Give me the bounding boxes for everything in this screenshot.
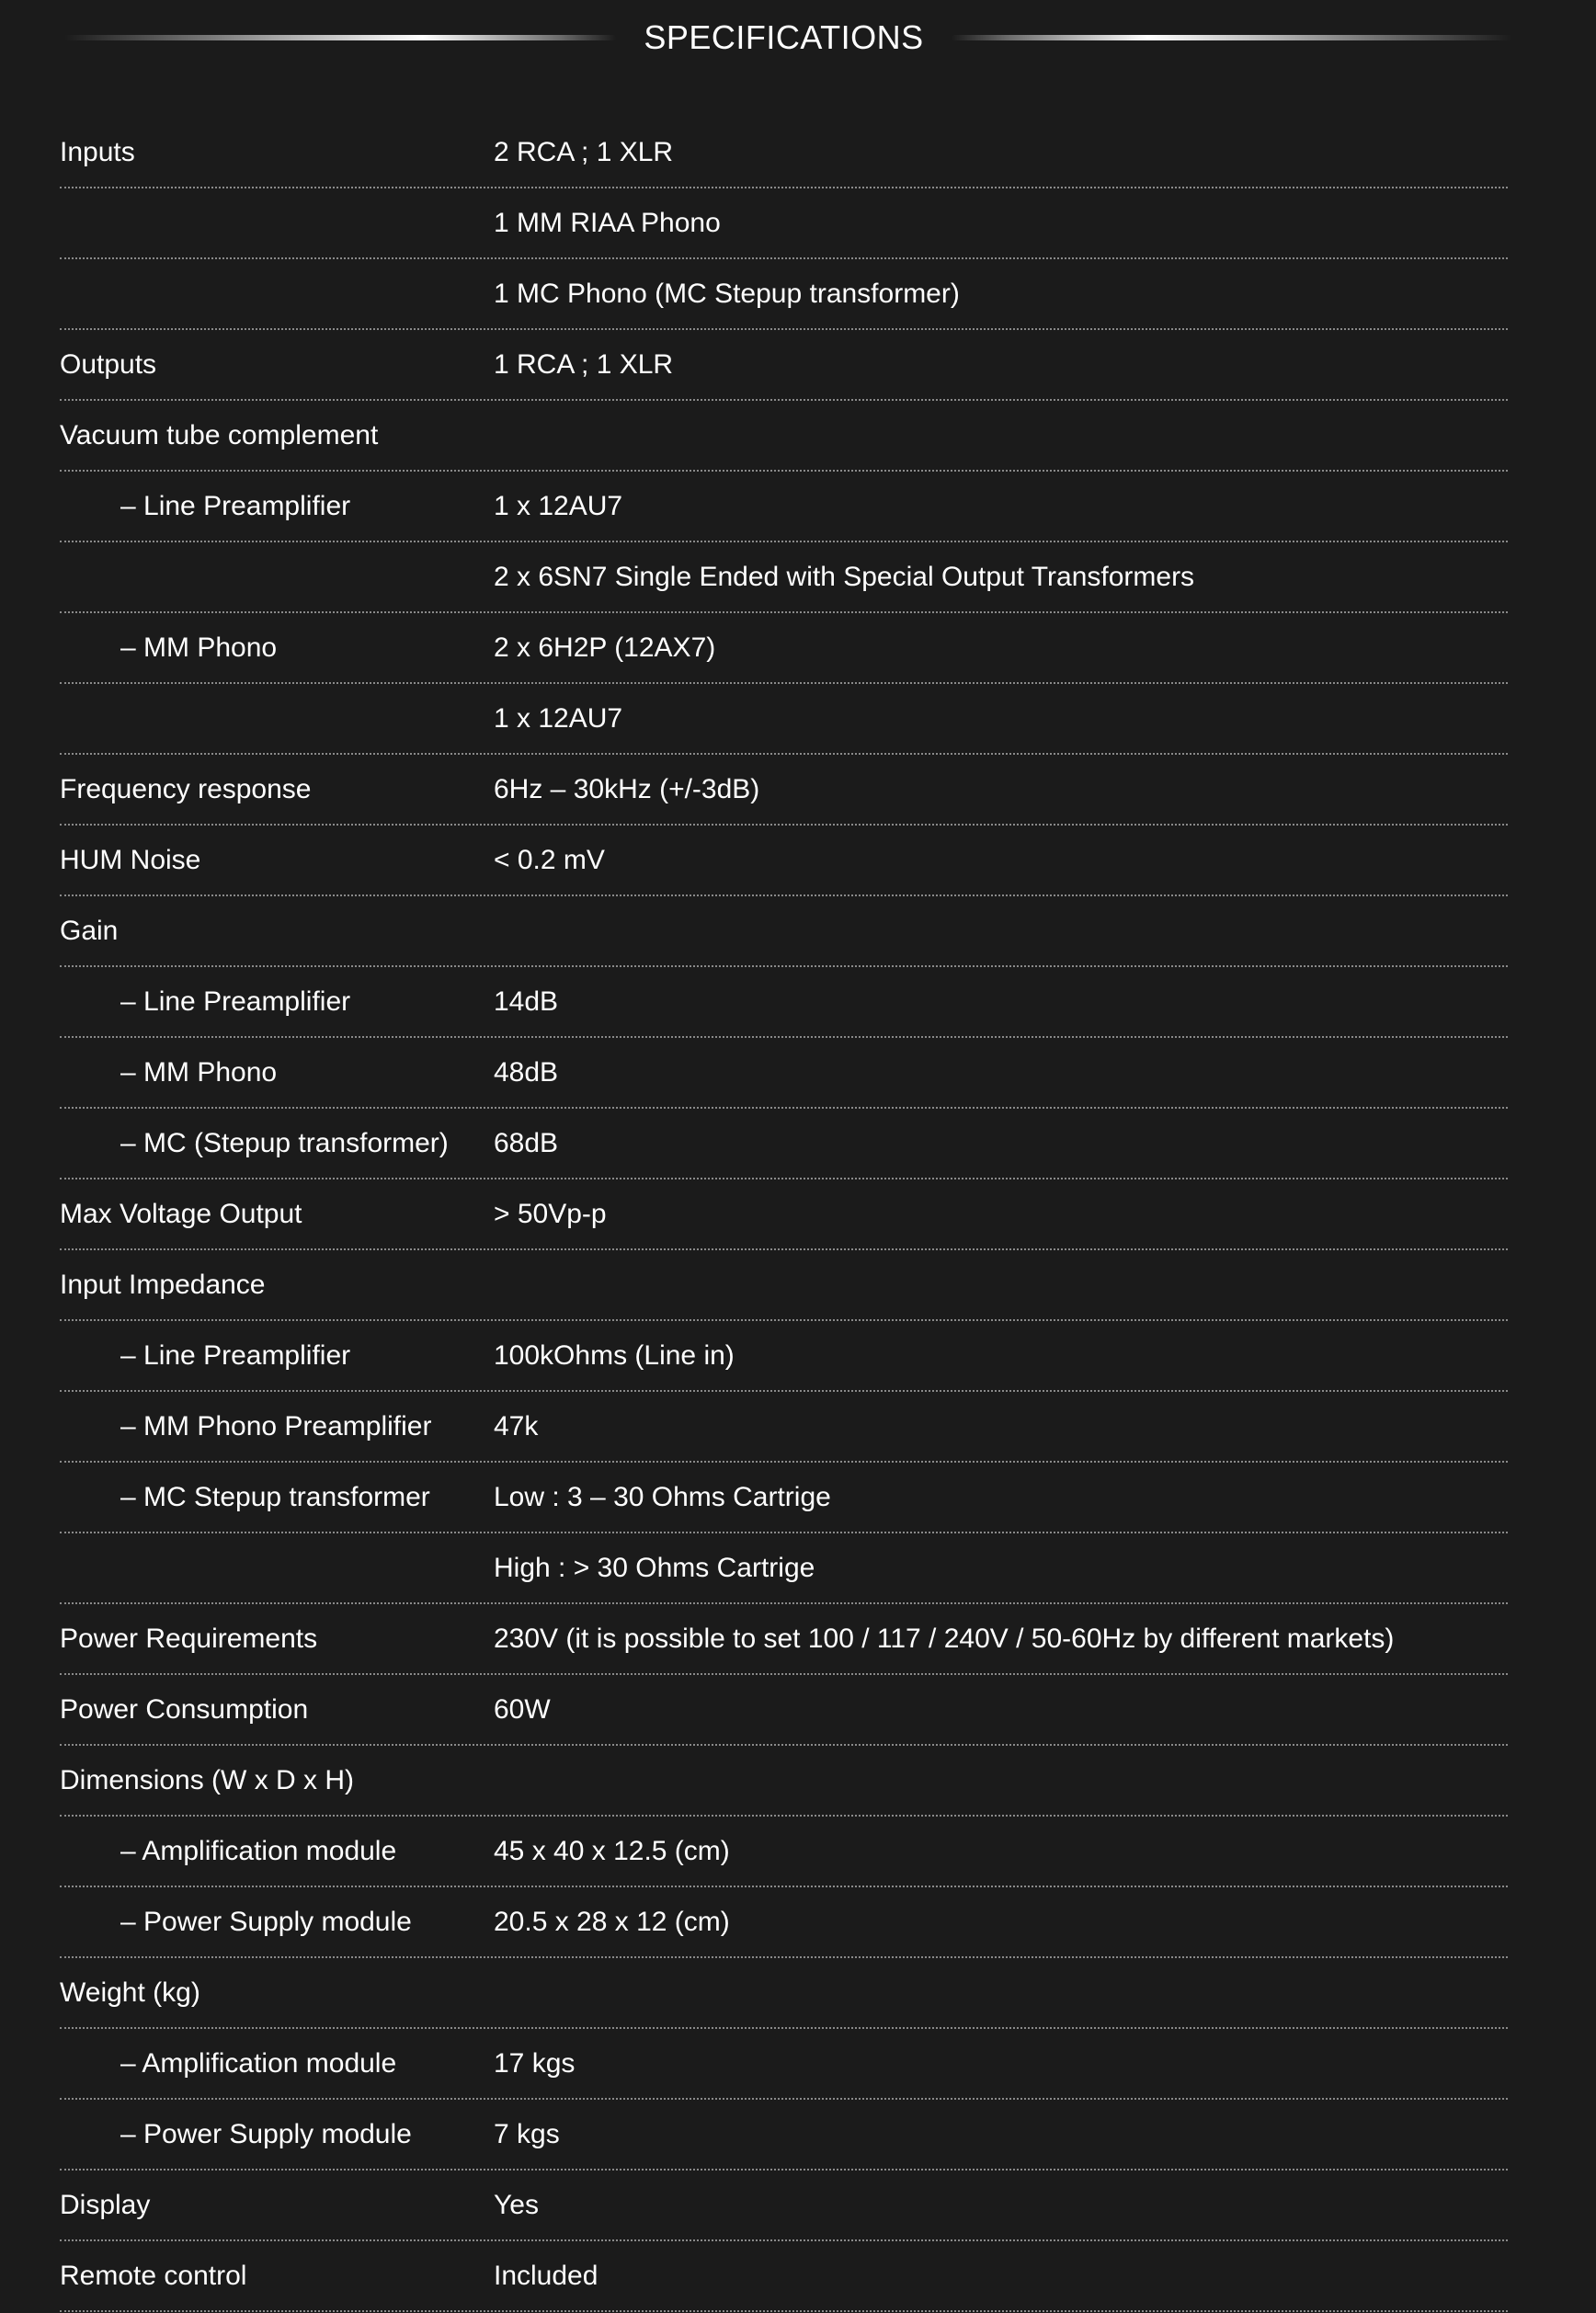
spec-value: 14dB <box>494 986 559 1017</box>
spec-row <box>60 1463 1508 1533</box>
spec-value: 2 RCA ; 1 XLR <box>494 136 674 167</box>
spec-row <box>60 1604 1508 1675</box>
spec-row <box>60 330 1508 401</box>
spec-label: – Power Supply module <box>120 2118 412 2149</box>
spec-row <box>60 1887 1508 1958</box>
spec-row <box>60 1179 1508 1250</box>
section-header <box>0 0 1596 75</box>
spec-value: High : > 30 Ohms Cartrige <box>494 1552 815 1583</box>
spec-row <box>60 1250 1508 1321</box>
spec-label: Vacuum tube complement <box>60 419 379 450</box>
spec-label: – Line Preamplifier <box>120 490 351 521</box>
spec-value: 68dB <box>494 1127 559 1158</box>
spec-label: – Amplification module <box>120 2047 397 2079</box>
spec-value: 7 kgs <box>494 2118 560 2149</box>
spec-value: 45 x 40 x 12.5 (cm) <box>494 1835 730 1866</box>
spec-value: 230V (it is possible to set 100 / 117 / 240V / 50-60Hz by different markets) <box>494 1623 1395 1654</box>
spec-row <box>60 1392 1508 1463</box>
spec-label: – MM Phono Preamplifier <box>120 1410 432 1441</box>
spec-row <box>60 259 1508 330</box>
spec-label: Input Impedance <box>60 1269 266 1300</box>
spec-label: – MC Stepup transformer <box>120 1481 430 1512</box>
spec-value: 100kOhms (Line in) <box>494 1339 735 1371</box>
spec-value: 60W <box>494 1693 551 1725</box>
spec-row <box>60 472 1508 542</box>
spec-label: – MM Phono <box>120 1056 278 1088</box>
spec-row <box>60 2100 1508 2171</box>
spec-label: Remote control <box>60 2260 247 2291</box>
spec-value: 1 x 12AU7 <box>494 490 623 521</box>
spec-label: Max Voltage Output <box>60 1198 302 1229</box>
spec-row <box>60 118 1508 188</box>
specifications-table <box>60 118 1508 2312</box>
spec-label: – MM Phono <box>120 632 278 663</box>
spec-value: < 0.2 mV <box>494 844 605 875</box>
spec-row <box>60 1746 1508 1817</box>
spec-label: – Line Preamplifier <box>120 986 351 1017</box>
spec-row <box>60 2171 1508 2241</box>
spec-value: > 50Vp-p <box>494 1198 607 1229</box>
spec-row <box>60 684 1508 755</box>
spec-label: Power Requirements <box>60 1623 318 1654</box>
spec-label: Gain <box>60 915 119 946</box>
spec-label: – Power Supply module <box>120 1906 412 1937</box>
spec-row <box>60 1533 1508 1604</box>
spec-label: Weight (kg) <box>60 1977 200 2008</box>
spec-label: HUM Noise <box>60 844 201 875</box>
spec-value: Low : 3 – 30 Ohms Cartrige <box>494 1481 831 1512</box>
spec-label: Frequency response <box>60 773 312 804</box>
spec-value: 6Hz – 30kHz (+/-3dB) <box>494 773 760 804</box>
spec-value: 48dB <box>494 1056 559 1088</box>
spec-row <box>60 613 1508 684</box>
spec-row <box>60 188 1508 259</box>
spec-value: Included <box>494 2260 598 2291</box>
spec-value: Yes <box>494 2189 539 2220</box>
page-title: SPECIFICATIONS <box>644 18 924 56</box>
spec-row <box>60 967 1508 1038</box>
spec-label: Inputs <box>60 136 135 167</box>
spec-label: Power Consumption <box>60 1693 309 1725</box>
spec-value: 1 RCA ; 1 XLR <box>494 348 674 380</box>
spec-row <box>60 542 1508 613</box>
spec-label: – Line Preamplifier <box>120 1339 351 1371</box>
spec-label: Dimensions (W x D x H) <box>60 1764 355 1795</box>
spec-row <box>60 1817 1508 1887</box>
spec-value: 2 x 6H2P (12AX7) <box>494 632 716 663</box>
spec-value: 47k <box>494 1410 539 1441</box>
spec-row <box>60 2029 1508 2100</box>
spec-row <box>60 1038 1508 1109</box>
spec-row <box>60 896 1508 967</box>
spec-label: – Amplification module <box>120 1835 397 1866</box>
spec-row <box>60 755 1508 826</box>
spec-row <box>60 1109 1508 1179</box>
spec-value: 20.5 x 28 x 12 (cm) <box>494 1906 730 1937</box>
spec-row <box>60 1958 1508 2029</box>
spec-row <box>60 1675 1508 1746</box>
spec-label: – MC (Stepup transformer) <box>120 1127 449 1158</box>
spec-row <box>60 401 1508 472</box>
spec-value: 1 x 12AU7 <box>494 702 623 734</box>
spec-value: 2 x 6SN7 Single Ended with Special Output Transformers <box>494 561 1195 592</box>
spec-value: 17 kgs <box>494 2047 576 2079</box>
spec-row <box>60 2241 1508 2312</box>
spec-label: Display <box>60 2189 151 2220</box>
spec-row <box>60 1321 1508 1392</box>
spec-value: 1 MC Phono (MC Stepup transformer) <box>494 278 960 309</box>
spec-row <box>60 826 1508 896</box>
header-divider-right <box>952 35 1512 40</box>
header-divider-left <box>64 35 616 40</box>
spec-value: 1 MM RIAA Phono <box>494 207 721 238</box>
spec-label: Outputs <box>60 348 157 380</box>
